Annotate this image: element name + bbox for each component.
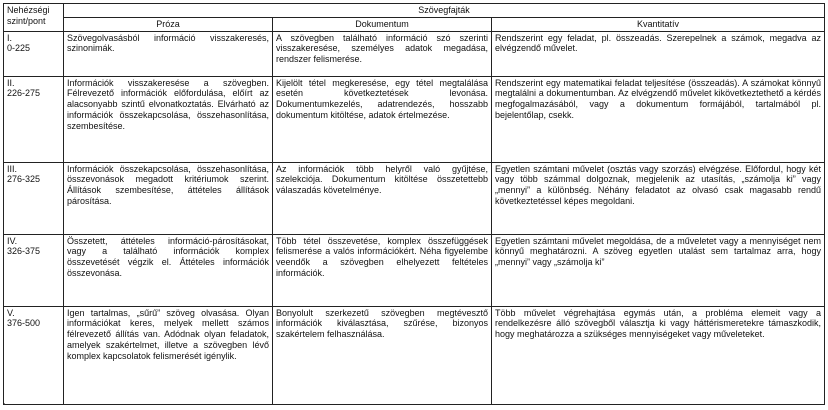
document-cell: Több tétel összevetése, komplex összefüggések felismerése a valós információkért. Néha figyelembe veendők a szövegben elhelyezett feltételes információk. — [273, 234, 492, 306]
level-name: II. — [7, 77, 15, 88]
quantitative-cell: Egyetlen számtani művelet megoldása, de a műveletet vagy a mennyiséget nem könnyű meghatározni. A szöveg egyetlen utalást sem tartalmaz arra, hogy „mennyi” vagy „számolja ki” — [492, 234, 825, 306]
level-cell — [4, 306, 64, 404]
header-quantitative: Kvantitatív — [492, 17, 825, 31]
document-cell: A szövegben található információ szó szerinti visszakeresése, személyes adatok megadása, rendszer felismerése. — [273, 31, 492, 76]
level-range: 0-225 — [7, 43, 31, 54]
table-row — [4, 76, 825, 162]
table-row — [4, 31, 825, 76]
quantitative-cell: Több művelet végrehajtása egymás után, a probléma elemeit vagy a rendelkezésre álló szövegből választja ki vagy háttérismeretekre támaszkodik, hogy meghatározza a szükséges mennyiségeket vagy műveleteket. — [492, 306, 825, 404]
quantitative-cell: Rendszerint egy matematikai feladat teljesítése (összeadás). A számokat könnyű megtalálni a dokumentumban. Az elvégzendő művelet kikövetkeztethető a kérdés megfogalmazásából, vagy a dokumentum formájából, tartalmából pl. bejelentőlap, csekk. — [492, 76, 825, 162]
level-cell — [4, 31, 64, 76]
level-name: I. — [7, 32, 13, 43]
quantitative-cell: Egyetlen számtani művelet (osztás vagy szorzás) elvégzése. Előfordul, hogy két vagy több számmal dolgoznak, megjelenik az utasítás, „számolja ki” vagy „mennyi” a különbség. Néhány feladatot az olvasó csak magasabb rendű következtetéssel képes megoldani. — [492, 162, 825, 234]
prose-cell: Információk összekapcsolása, összehasonlítása, összevonások megadott kritériumok szerint. Állítások szembesítése, áttételes állítások párosítása. — [64, 162, 273, 234]
document-cell: Kijelölt tétel megkeresése, egy tétel megtalálása esetén következtetések levonása. Dokumentumkezelés, adatrendezés, hosszabb dokumentum kitöltése, adatok értelmezése. — [273, 76, 492, 162]
quantitative-cell: Rendszerint egy feladat, pl. összeadás. Szerepelnek a számok, megadva az elvégzendő művelet. — [492, 31, 825, 76]
header-document: Dokumentum — [273, 17, 492, 31]
level-name: III. — [7, 163, 18, 174]
level-range: 226-275 — [7, 88, 41, 99]
prose-cell: Összetett, áttételes információ-párosításokat, vagy a található információk komplex összevetését végzik el. Áttételes információk összevonása. — [64, 234, 273, 306]
prose-cell: Szövegolvasásból információ visszakeresés, szinonimák. — [64, 31, 273, 76]
header-text-types: Szövegfajták — [64, 4, 825, 18]
footer-mark: ' — [4, 403, 6, 410]
level-range: 326-375 — [7, 246, 41, 257]
level-range: 376-500 — [7, 318, 41, 329]
level-name: V. — [7, 307, 15, 318]
difficulty-text-type-table — [3, 3, 825, 405]
level-name: IV. — [7, 235, 18, 246]
level-cell — [4, 234, 64, 306]
document-cell: Az információk több helyről való gyűjtése, szelekciója. Dokumentum kitöltése összetettebb válaszadás követelménye. — [273, 162, 492, 234]
table-row — [4, 234, 825, 306]
level-cell — [4, 162, 64, 234]
prose-cell: Információk visszakeresése a szövegben. Félrevezető információk előfordulása, előírt az alacsonyabb szintű elvonatkoztatás. Elvárható az információk összekapcsolása, összehasonlítása, szembesítése. — [64, 76, 273, 162]
table-row — [4, 306, 825, 404]
level-range: 276-325 — [7, 174, 41, 185]
document-cell: Bonyolult szerkezetű szövegben megtévesztő információk kiválasztása, szűrése, bizonyos szakértelem felhasználása. — [273, 306, 492, 404]
header-prose: Próza — [64, 17, 273, 31]
table-row — [4, 162, 825, 234]
level-cell — [4, 76, 64, 162]
header-level: Nehézségi szint/pont — [4, 4, 64, 32]
prose-cell: Igen tartalmas, „sűrű” szöveg olvasása. Olyan információkat keres, melyek mellett számos félrevezető állítás van. Adódnak olyan feladatok, amelyek szakértelmet, illetve a szövegben lévő komplex kapcsolatok felismerését igénylik. — [64, 306, 273, 404]
